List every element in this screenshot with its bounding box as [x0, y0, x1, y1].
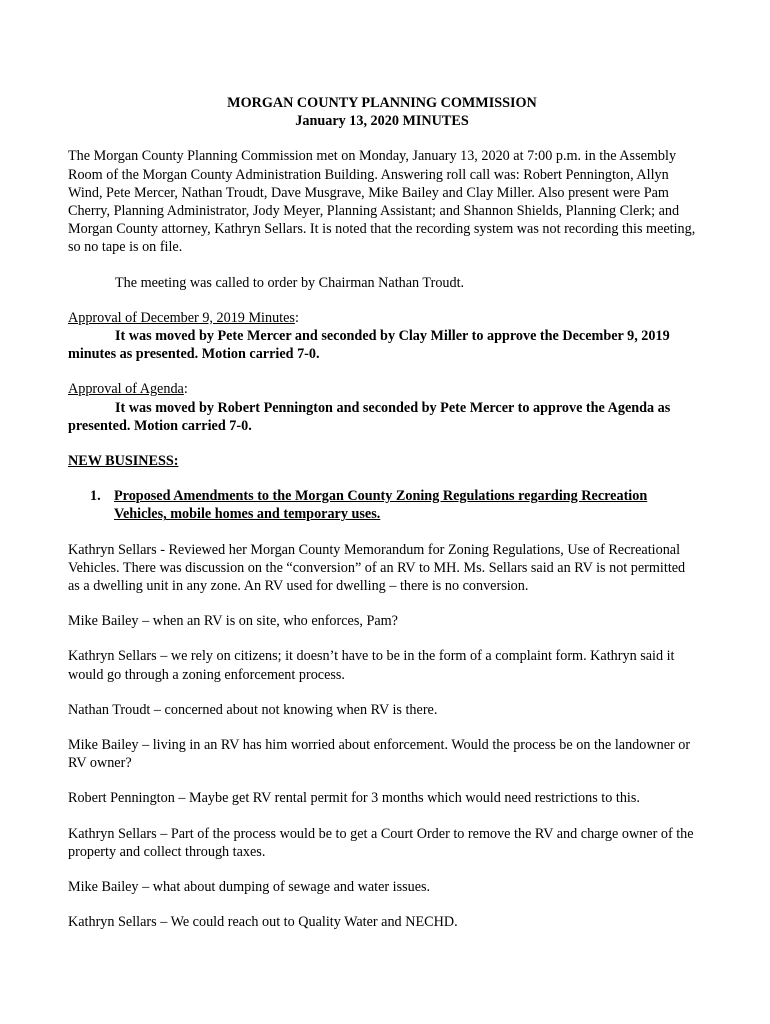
document-subtitle: January 13, 2020 MINUTES: [295, 113, 469, 130]
approval-minutes-colon: :: [294, 309, 299, 326]
approval-minutes-heading-text: Approval of December 9, 2019 Minutes: [68, 309, 295, 326]
business-item-title: Proposed Amendments to the Morgan County Zoning Regulations regarding Recreation Vehicles, mobile homes and temporary uses.: [114, 488, 648, 523]
business-item-1: [90, 487, 696, 523]
business-item-number: 1.: [90, 488, 101, 505]
discussion-entry: Kathryn Sellars – Part of the process would be to get a Court Order to remove the RV and charge owner of the property and collect through taxes.: [68, 825, 694, 860]
discussion-entry: Mike Bailey – when an RV is on site, who enforces, Pam?: [68, 613, 398, 630]
approval-agenda-heading-text: Approval of Agenda: [68, 381, 184, 398]
approval-agenda-colon: :: [183, 381, 188, 398]
intro-paragraph: The Morgan County Planning Commission met on Monday, January 13, 2020 at 7:00 p.m. in the Assembly Room of the Morgan County Administration Building. Answering roll call was: Robert Pennington, Allyn Wind, Pete Mercer, Nathan Troudt, Dave Musgrave, Mike Bailey and Clay Miller. Also present were Pam Cherry, Planning Administrator, Jody Meyer, Planning Assistant; and Shannon Shields, Planning Clerk; and Morgan County attorney, Kathryn Sellars. It is noted that the recording system was not recording this meeting, so no tape is on file.: [68, 148, 696, 256]
discussion-entry: Mike Bailey – what about dumping of sewage and water issues.: [68, 879, 431, 896]
discussion-entry: Kathryn Sellars - Reviewed her Morgan County Memorandum for Zoning Regulations, Use of Recreational Vehicles. There was discussion on the “conversion” of an RV to MH. Ms. Sellars said an RV is not permitted as a dwelling unit in any zone. An RV used for dwelling – there is no conversion.: [68, 541, 686, 595]
discussion-entry: Nathan Troudt – concerned about not knowing when RV is there.: [68, 701, 438, 718]
discussion-entry: Kathryn Sellars – We could reach out to Quality Water and NECHD.: [68, 914, 458, 931]
approval-agenda-motion: It was moved by Robert Pennington and seconded by Pete Mercer to approve the Agenda as presented. Motion carried 7-0.: [68, 399, 671, 434]
approval-minutes-motion: It was moved by Pete Mercer and seconded by Clay Miller to approve the December 9, 2019 minutes as presented. Motion carried 7-0.: [68, 328, 670, 363]
document-title: MORGAN COUNTY PLANNING COMMISSION: [227, 95, 537, 111]
approval-agenda-heading: [68, 380, 696, 398]
call-to-order: The meeting was called to order by Chairman Nathan Troudt.: [115, 274, 465, 291]
new-business-heading: NEW BUSINESS:: [68, 453, 179, 470]
approval-minutes-heading: [68, 309, 696, 327]
discussion-entry: Robert Pennington – Maybe get RV rental permit for 3 months which would need restrictions to this.: [68, 790, 640, 807]
discussion-entry: Mike Bailey – living in an RV has him worried about enforcement. Would the process be on the landowner or RV owner?: [68, 737, 691, 772]
discussion-entry: Kathryn Sellars – we rely on citizens; it doesn’t have to be in the form of a complaint form. Kathryn said it would go through a zoning enforcement process.: [68, 648, 675, 683]
